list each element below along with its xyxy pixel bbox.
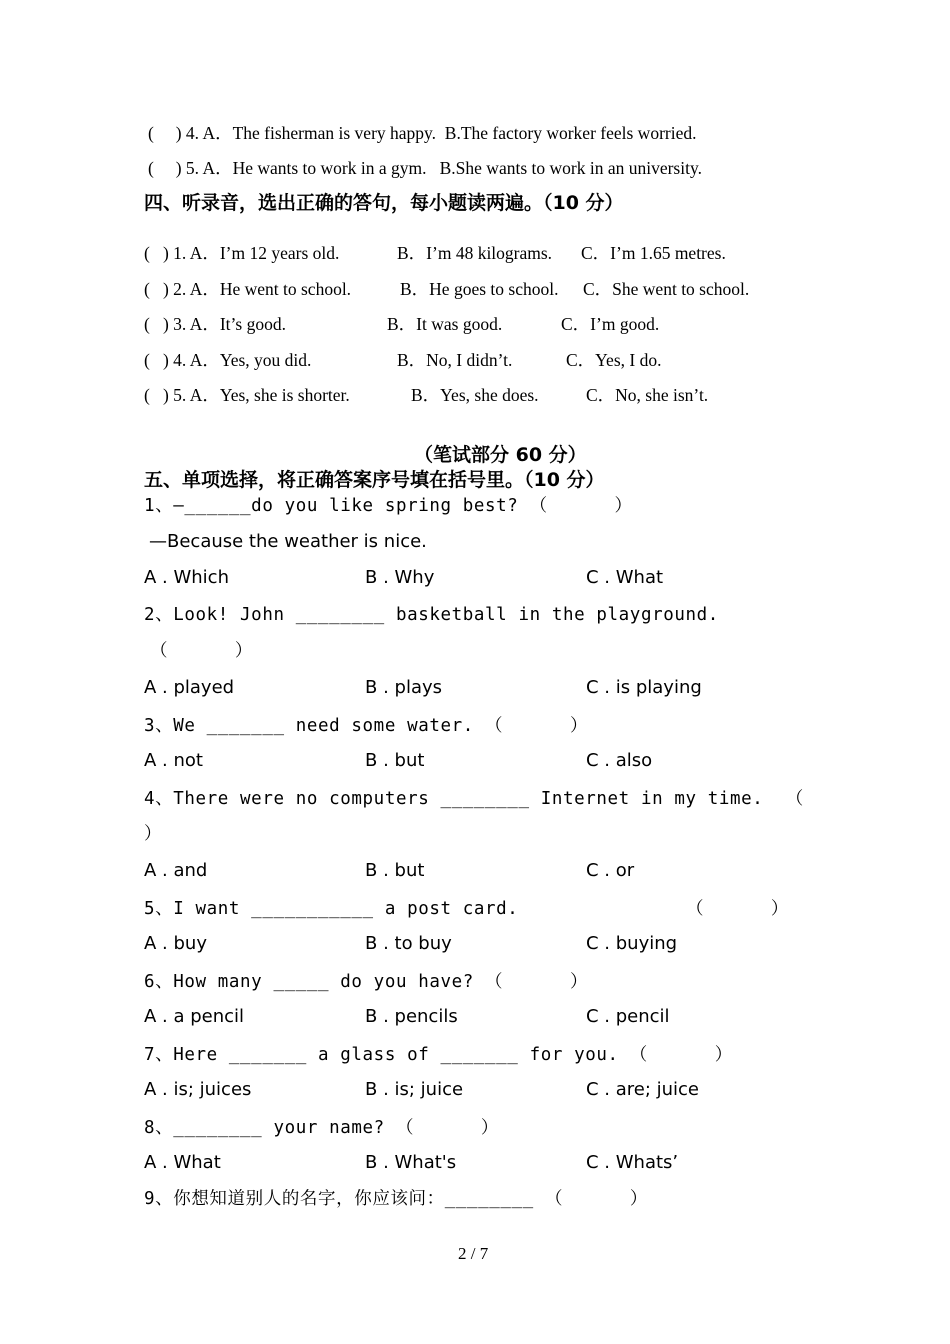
q4-answer-paren-close: ） xyxy=(144,824,163,844)
part4-item-3-a: ( ) 3. A．It’s good. xyxy=(144,314,286,334)
part4-heading: 四、听录音，选出正确的答句，每小题读两遍。（10 分） xyxy=(144,192,624,214)
part4-item-2-b: B．He goes to school. xyxy=(400,279,559,299)
part4-item-4-b: B．No, I didn’t. xyxy=(397,350,513,370)
q7-stem: 7、Here _______ a glass of _______ for you. （ ） xyxy=(144,1045,733,1065)
part3-item-5: ( ) 5. A．He wants to work in a gym. B.She wants to work in an university. xyxy=(148,158,702,178)
q8-option-c: C . Whats’ xyxy=(586,1152,679,1173)
q7-option-c: C . are; juice xyxy=(586,1079,700,1100)
q3-option-a: A . not xyxy=(144,750,203,771)
q2-option-c: C . is playing xyxy=(586,677,702,698)
q2-option-b: B . plays xyxy=(365,677,443,698)
part4-item-3-b: B．It was good. xyxy=(387,314,503,334)
q5-option-a: A . buy xyxy=(144,933,207,954)
q1-option-c: C . What xyxy=(586,567,664,588)
part4-item-3-c: C．I’m good. xyxy=(561,314,660,334)
q7-option-a: A . is; juices xyxy=(144,1079,252,1100)
part4-item-1-a: ( ) 1. A．I’m 12 years old. xyxy=(144,243,340,263)
part4-item-1-c: C．I’m 1.65 metres. xyxy=(581,243,726,263)
q6-stem: 6、How many _____ do you have? （ ） xyxy=(144,972,589,992)
q4-stem: 4、There were no computers ________ Internet in my time. （ xyxy=(144,789,804,809)
q8-stem: 8、________ your name? （ ） xyxy=(144,1118,499,1138)
part4-item-1-b: B．I’m 48 kilograms. xyxy=(397,243,553,263)
part4-item-2-a: ( ) 2. A．He went to school. xyxy=(144,279,352,299)
q7-option-b: B . is; juice xyxy=(365,1079,464,1100)
q3-option-b: B . but xyxy=(365,750,425,771)
q8-option-a: A . What xyxy=(144,1152,221,1173)
part5-heading: 五、单项选择，将正确答案序号填在括号里。（10 分） xyxy=(144,469,605,491)
q6-option-c: C . pencil xyxy=(586,1006,670,1027)
q1-reply: —Because the weather is nice. xyxy=(149,531,427,552)
page-number: 2 / 7 xyxy=(458,1244,489,1263)
q1-option-b: B . Why xyxy=(365,567,435,588)
q2-answer-paren: （ ） xyxy=(150,641,254,661)
q9-stem: 9、你想知道别人的名字，你应该问：________ （ ） xyxy=(144,1189,648,1209)
q1-option-a: A . Which xyxy=(144,567,229,588)
q1-stem: 1、—______do you like spring best? （ ） xyxy=(144,496,633,516)
q5-option-c: C . buying xyxy=(586,933,678,954)
q2-stem: 2、Look! John ________ basketball in the playground. xyxy=(144,605,719,625)
q3-option-c: C . also xyxy=(586,750,653,771)
q5-option-b: B . to buy xyxy=(365,933,452,954)
q4-option-b: B . but xyxy=(365,860,425,881)
q3-stem: 3、We _______ need some water. （ ） xyxy=(144,716,589,736)
q6-option-a: A . a pencil xyxy=(144,1006,245,1027)
written-section-header: （笔试部分 60 分） xyxy=(414,444,587,466)
q5-stem: 5、I want ___________ a post card. xyxy=(144,899,519,919)
q4-option-c: C . or xyxy=(586,860,635,881)
q8-option-b: B . What's xyxy=(365,1152,457,1173)
q4-option-a: A . and xyxy=(144,860,208,881)
part3-item-4: ( ) 4. A．The fisherman is very happy. B.The factory worker feels worried. xyxy=(148,123,697,143)
part4-item-5-b: B．Yes, she does. xyxy=(411,385,539,405)
part4-item-5-a: ( ) 5. A．Yes, she is shorter. xyxy=(144,385,350,405)
part4-item-2-c: C．She went to school. xyxy=(583,279,750,299)
part4-item-5-c: C．No, she isn’t. xyxy=(586,385,709,405)
q6-option-b: B . pencils xyxy=(365,1006,458,1027)
part4-item-4-a: ( ) 4. A．Yes, you did. xyxy=(144,350,312,370)
part4-item-4-c: C．Yes, I do. xyxy=(566,350,662,370)
q2-option-a: A . played xyxy=(144,677,235,698)
q5-answer-paren: （ ） xyxy=(686,899,790,919)
